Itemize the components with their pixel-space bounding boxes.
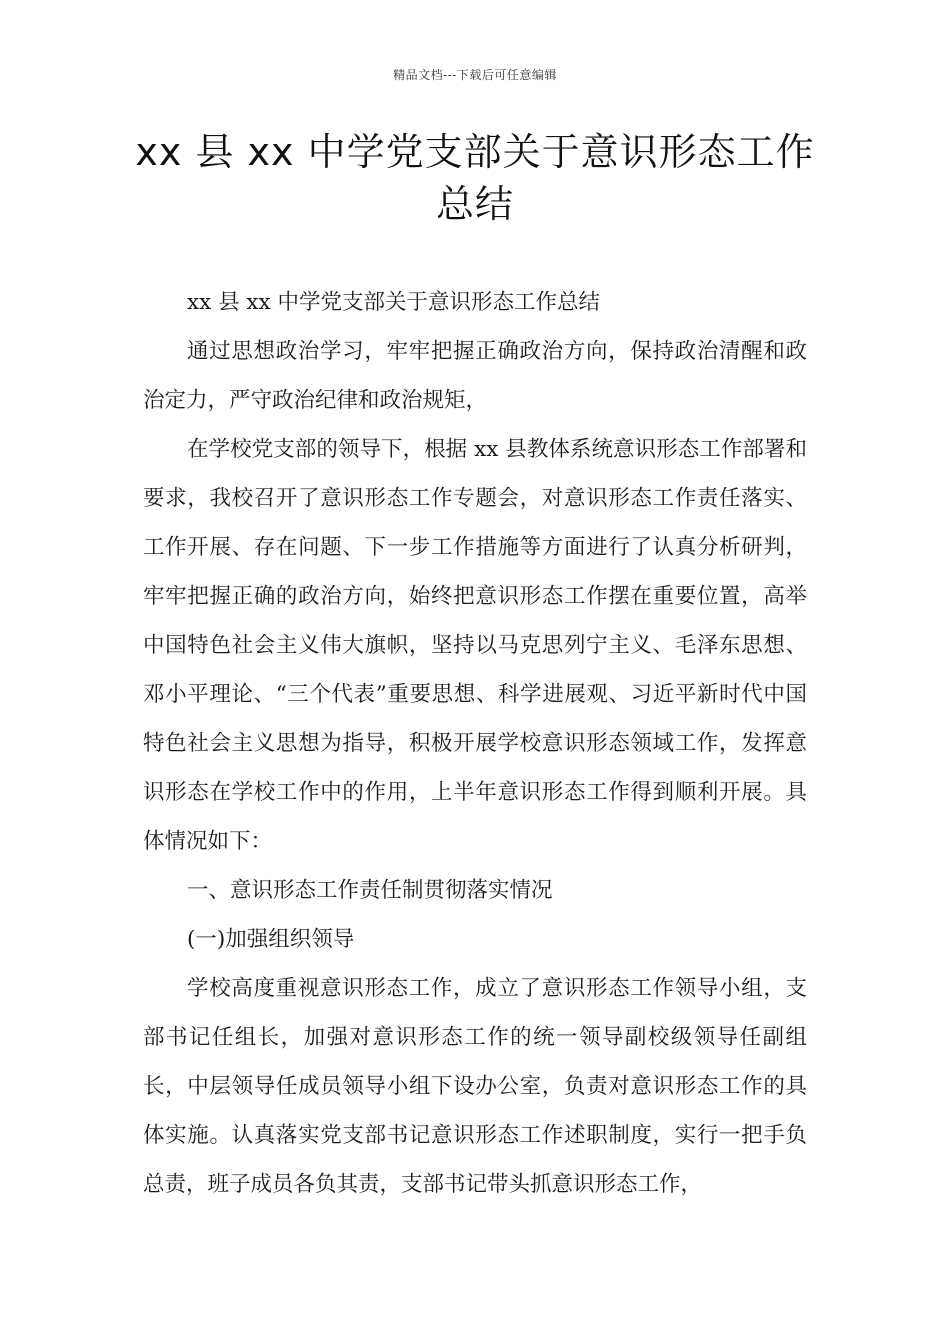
document-title: [100, 126, 850, 230]
body-paragraph: 在学校党支部的领导下，根据 xx 县教体系统意识形态工作部署和要求，我校召开了意识形态工作专题会，对意识形态工作责任落实、工作开展、存在问题、下一步工作措施等方面进行了认真分析研判，牢牢把握正确的政治方向，始终把意识形态工作摆在重要位置，高举中国特色社会主义伟大旗帜，坚持以马克思列宁主义、毛泽东思想、邓小平理论、“三个代表”重要思想、科学进展观、习近平新时代中国特色社会主义思想为指导，积极开展学校意识形态领域工作，发挥意识形态在学校工作中的作用，上半年意识形态工作得到顺利开展。具体情况如下：: [143, 437, 807, 854]
subsection-heading: (一)加强组织领导: [187, 927, 355, 952]
section-heading: 一、意识形态工作责任制贯彻落实情况: [187, 878, 553, 903]
body-paragraph: 学校高度重视意识形态工作，成立了意识形态工作领导小组，支部书记任组长，加强对意识形态工作的统一领导副校级领导任副组长，中层领导任成员领导小组下设办公室，负责对意识形态工作的具体实施。认真落实党支部书记意识形态工作述职制度，实行一把手负总责，班子成员各负其责，支部书记带头抓意识形态工作，: [143, 976, 807, 1197]
body-subtitle-paragraph: xx 县 xx 中学党支部关于意识形态工作总结: [187, 290, 601, 315]
document-title-line-1: xx 县 xx 中学党支部关于意识形态工作: [135, 130, 815, 174]
document-title-line-2: 总结: [435, 182, 514, 226]
page-header-note: 精品文档---下载后可任意编辑: [393, 68, 557, 82]
body-paragraph: 通过思想政治学习，牢牢把握正确政治方向，保持政治清醒和政治定力，严守政治纪律和政治规矩，: [143, 339, 807, 413]
document-body: [143, 278, 807, 1209]
